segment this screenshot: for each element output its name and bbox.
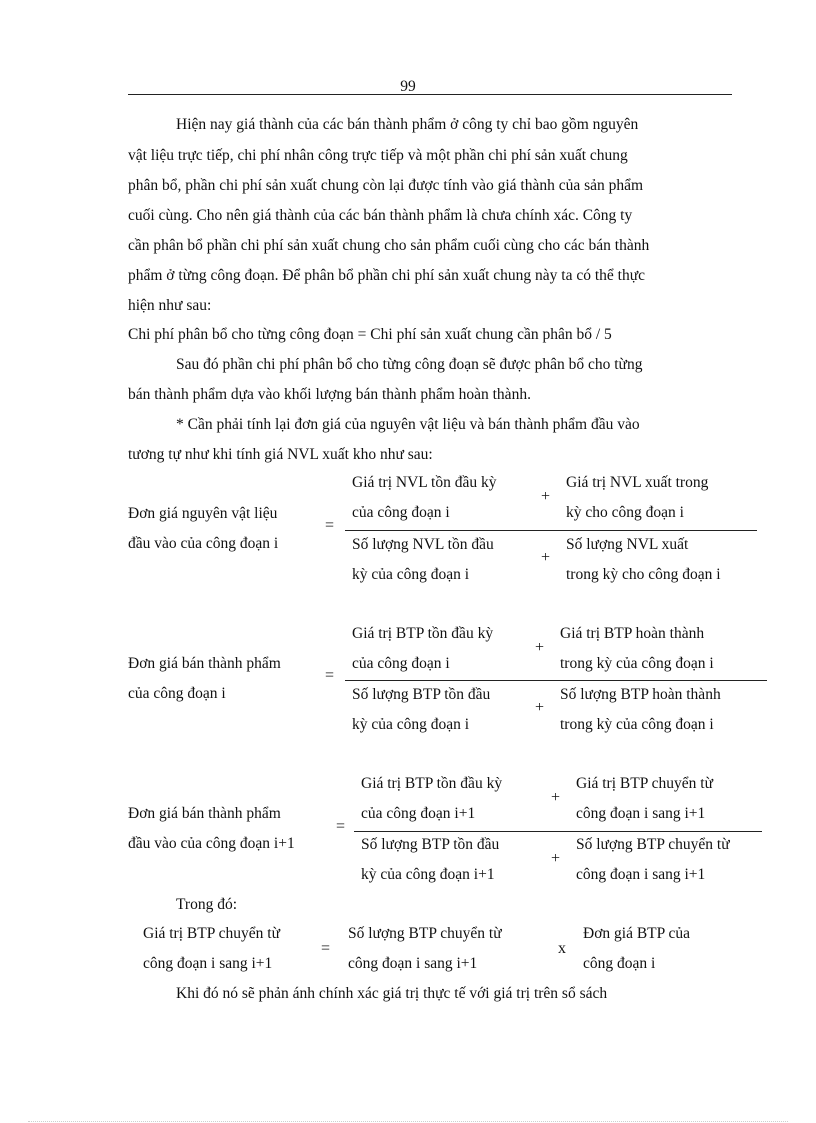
numerator-term: Giá trị BTP tồn đầu kỳ (361, 775, 503, 792)
numerator-term: của công đoạn i+1 (361, 805, 476, 822)
paragraph-line: hiện như sau: (128, 297, 212, 314)
numerator-term: Giá trị BTP hoàn thành (560, 625, 705, 642)
denominator-term: kỳ của công đoạn i+1 (361, 866, 495, 883)
denominator-term: Số lượng NVL xuất (566, 536, 689, 553)
paragraph-line: tương tự như khi tính giá NVL xuất kho như sau: (128, 446, 433, 463)
paragraph-line: phẩm ở từng công đoạn. Để phân bổ phần chi phí sản xuất chung này ta có thể thực (128, 267, 645, 284)
numerator-term: Giá trị BTP chuyển từ (576, 775, 713, 792)
page-number: 99 (400, 78, 416, 95)
numerator-term: của công đoạn i (352, 504, 450, 521)
allocation-formula: Chi phí phân bổ cho từng công đoạn = Chi phí sản xuất chung cần phân bổ / 5 (128, 326, 612, 343)
plus-sign: + (535, 699, 545, 716)
denominator-term: Số lượng BTP chuyển từ (576, 836, 730, 853)
paragraph-line: cuối cùng. Cho nên giá thành của các bán thành phẩm là chưa chính xác. Công ty (128, 207, 633, 224)
formula-label: đầu vào của công đoạn i (128, 535, 279, 552)
paragraph-line: bán thành phẩm dựa vào khối lượng bán thành phẩm hoàn thành. (128, 386, 531, 403)
paragraph-line: phân bổ, phần chi phí sản xuất chung còn lại được tính vào giá thành của sản phẩm (128, 177, 644, 194)
plus-sign: + (541, 488, 551, 505)
fraction-bar (354, 831, 762, 832)
numerator-term: trong kỳ của công đoạn i (560, 655, 714, 672)
paragraph-line: vật liệu trực tiếp, chi phí nhân công trực tiếp và một phần chi phí sản xuất chung (128, 147, 628, 164)
numerator-term: Giá trị NVL xuất trong (566, 474, 709, 491)
equals-sign: = (325, 517, 335, 534)
denominator-term: Số lượng BTP tồn đầu (361, 836, 500, 853)
paragraph-line: Hiện nay giá thành của các bán thành phẩm ở công ty chỉ bao gồm nguyên (176, 116, 639, 133)
numerator-term: Giá trị NVL tồn đầu kỳ (352, 474, 497, 491)
equals-sign: = (336, 818, 346, 835)
formula-label: công đoạn i sang i+1 (143, 955, 273, 972)
numerator-term: công đoạn i sang i+1 (576, 805, 706, 822)
paragraph-line: * Cần phải tính lại đơn giá của nguyên vật liệu và bán thành phẩm đầu vào (176, 416, 640, 433)
plus-sign: + (551, 789, 561, 806)
formula-term: Đơn giá BTP của (583, 925, 691, 942)
where-label: Trong đó: (176, 896, 238, 913)
denominator-term: trong kỳ của công đoạn i (560, 716, 714, 733)
paragraph-line: Sau đó phần chi phí phân bổ cho từng công đoạn sẽ được phân bổ cho từng (176, 356, 643, 373)
denominator-term: trong kỳ cho công đoạn i (566, 566, 721, 583)
numerator-term: của công đoạn i (352, 655, 450, 672)
formula-label: đầu vào của công đoạn i+1 (128, 835, 295, 852)
numerator-term: Giá trị BTP tồn đầu kỳ (352, 625, 494, 642)
equals-sign: = (321, 940, 331, 957)
paragraph-line: cần phân bổ phần chi phí sản xuất chung cho sản phẩm cuối cùng cho các bán thành (128, 237, 650, 254)
denominator-term: kỳ của công đoạn i (352, 716, 470, 733)
header-rule (128, 94, 732, 95)
formula-label: Đơn giá bán thành phẩm (128, 655, 281, 672)
denominator-term: Số lượng NVL tồn đầu (352, 536, 494, 553)
formula-term: công đoạn i (583, 955, 656, 972)
formula-term: công đoạn i sang i+1 (348, 955, 478, 972)
formula-label: Đơn giá bán thành phẩm (128, 805, 281, 822)
formula-term: Số lượng BTP chuyển từ (348, 925, 502, 942)
multiply-sign: x (558, 940, 566, 957)
page-bottom-border (28, 1121, 788, 1122)
denominator-term: Số lượng BTP tồn đầu (352, 686, 491, 703)
formula-label: của công đoạn i (128, 685, 226, 702)
fraction-bar (345, 680, 767, 681)
formula-label: Đơn giá nguyên vật liệu (128, 505, 278, 522)
numerator-term: kỳ cho công đoạn i (566, 504, 684, 521)
fraction-bar (345, 530, 757, 531)
plus-sign: + (535, 639, 545, 656)
plus-sign: + (551, 850, 561, 867)
plus-sign: + (541, 549, 551, 566)
denominator-term: kỳ của công đoạn i (352, 566, 470, 583)
denominator-term: công đoạn i sang i+1 (576, 866, 706, 883)
formula-label: Giá trị BTP chuyển từ (143, 925, 280, 942)
equals-sign: = (325, 667, 335, 684)
denominator-term: Số lượng BTP hoàn thành (560, 686, 721, 703)
closing-sentence: Khi đó nó sẽ phản ánh chính xác giá trị thực tế với giá trị trên sổ sách (176, 985, 608, 1002)
